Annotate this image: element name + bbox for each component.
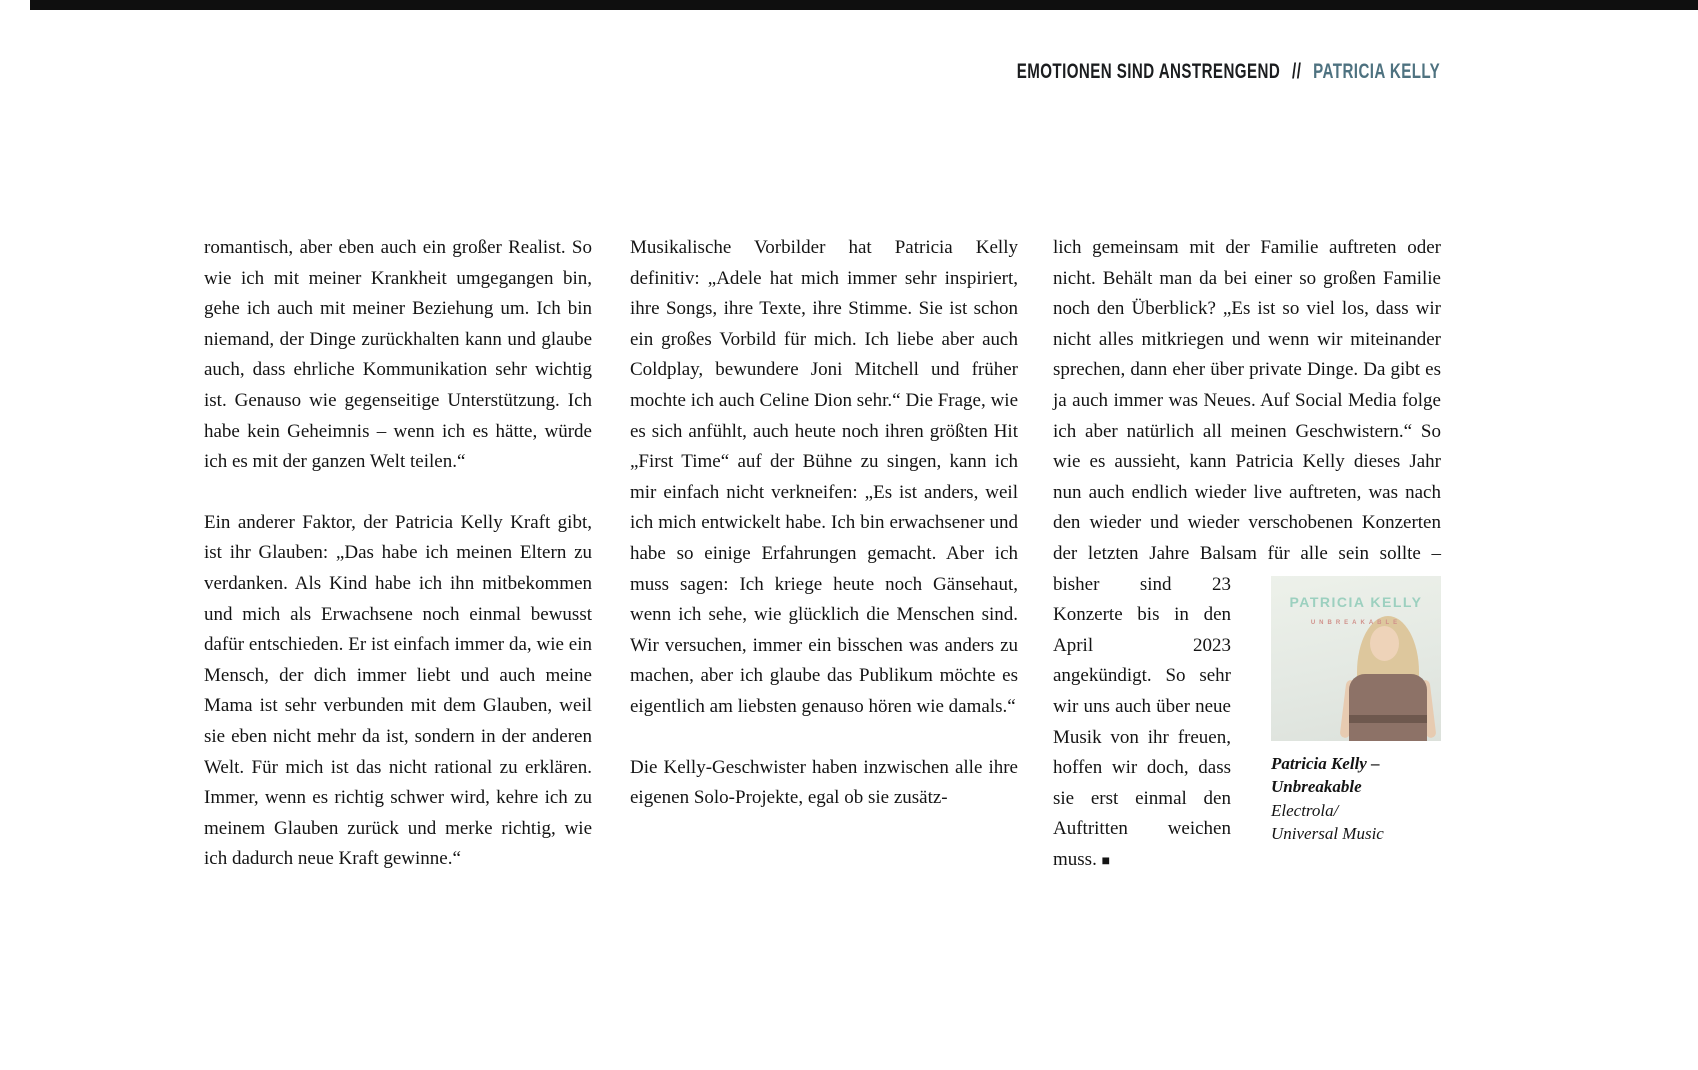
top-edge-bar xyxy=(30,0,1698,10)
album-block xyxy=(1271,576,1441,846)
text-column-3 xyxy=(1053,233,1441,907)
text-column-1 xyxy=(204,233,592,905)
album-cover-subtitle: UNBREAKABLE xyxy=(1310,619,1402,626)
album-caption xyxy=(1271,752,1441,846)
column3-text-before-image: lich gemeinsam mit der Familie auftreten oder nicht. Behält man da bei einer so großen Familie noch den Überblick? „Es ist so viel los, dass wir nicht alles mitkriegen und wenn wir miteinander sprechen, dann eher über private Dinge. Da gibt es ja auch immer was Neues. Auf Social Media folge ich aber natürlich all meinen Geschwistern.“ So wie es aussieht, kann Patricia Kelly dieses Jahr nun auch endlich wieder live auftreten, was nach den wieder und wieder verschobenen Konzerten der letzten Jahre Balsam für alle sein sollte – bisher xyxy=(1053,237,1441,595)
header-separator: // xyxy=(1291,60,1302,83)
running-header xyxy=(1017,60,1440,84)
album-caption-publisher: Universal Music xyxy=(1271,824,1384,844)
album-cover-image xyxy=(1271,576,1441,741)
paragraph: romantisch, aber eben auch ein großer Realist. So wie ich mit meiner Krankheit umgegangen bin, gehe ich auch mit meiner Beziehung um. Ich bin niemand, der Dinge zurückhalten kann und glaube auch, dass ehrliche Kommunikation sehr wichtig ist. Genauso wie gegenseitige Unterstützung. Ich habe kein Geheimnis – wenn ich es hätte, würde ich es mit der ganzen Welt teilen.“ xyxy=(204,237,592,473)
album-caption-publisher: Electrola/ xyxy=(1271,800,1339,820)
text-column-2 xyxy=(630,233,1018,844)
paragraph: Ein anderer Faktor, der Patricia Kelly Kraft gibt, ist ihr Glauben: „Das habe ich meinen Eltern zu verdanken. Als Kind habe ich ihn mitbekommen und mich als Erwachsene noch einmal bewusst dafür entschieden. Er ist einfach immer da, wie ein Mensch, der dich immer liebt und auch meine Mama ist sehr verbunden mit dem Glauben, weil sie eben nicht mehr da ist, sondern in der anderen Welt. Für mich ist das nicht rational zu erklären. Immer, wenn es richtig schwer wird, kehre ich zu meinem Glauben zurück und merke richtig, wie ich dadurch neue Kraft gewinne.“ xyxy=(204,511,592,870)
cover-woman-belt xyxy=(1349,715,1427,723)
album-cover-title: PATRICIA KELLY xyxy=(1289,593,1423,610)
article-kicker: EMOTIONEN SIND ANSTRENGEND xyxy=(1016,60,1281,83)
paragraph: Musikalische Vorbilder hat Patricia Kelly definitiv: „Adele hat mich immer sehr inspiriert, ihre Songs, ihre Texte, ihre Stimme. Sie ist schon ein großes Vorbild für mich. Ich liebe aber auch Coldplay, bewundere Joni Mitchell und früher mochte ich auch Celine Dion sehr.“ Die Frage, wie es sich anfühlt, auch heute noch ihren größten Hit „First Time“ auf der Bühne zu singen, kann ich mir einfach nicht verkneifen: „Es ist anders, weil ich mich entwickelt habe. Ich bin erwachsener und habe so einige Erfahrungen gemacht. Aber ich muss sagen: Ich kriege heute noch Gänsehaut, wenn ich sehe, wie glücklich die Menschen sind. Wir versuchen, immer ein bisschen was anders zu machen, aber ich glaube das Publikum möchte es eigentlich am liebsten genauso hören wie damals.“ xyxy=(630,237,1018,717)
column3-text-after-image: sind 23 Konzerte bis in den April 2023 angekündigt. So sehr wir uns auch über neue Musik von ihr freuen, hoffen wir doch, dass sie erst einmal den Auftritten weichen muss. xyxy=(1053,573,1231,870)
album-caption-title: Patricia Kelly – Unbreakable xyxy=(1271,753,1380,797)
paragraph: Die Kelly-Geschwister haben inzwischen alle ihre eigenen Solo-Projekte, egal ob sie zusätz- xyxy=(630,756,1018,809)
paragraph xyxy=(1053,233,1441,877)
end-of-article-mark: ■ xyxy=(1101,853,1111,869)
cover-woman-dress xyxy=(1349,674,1427,741)
header-subject: PATRICIA KELLY xyxy=(1312,60,1440,83)
